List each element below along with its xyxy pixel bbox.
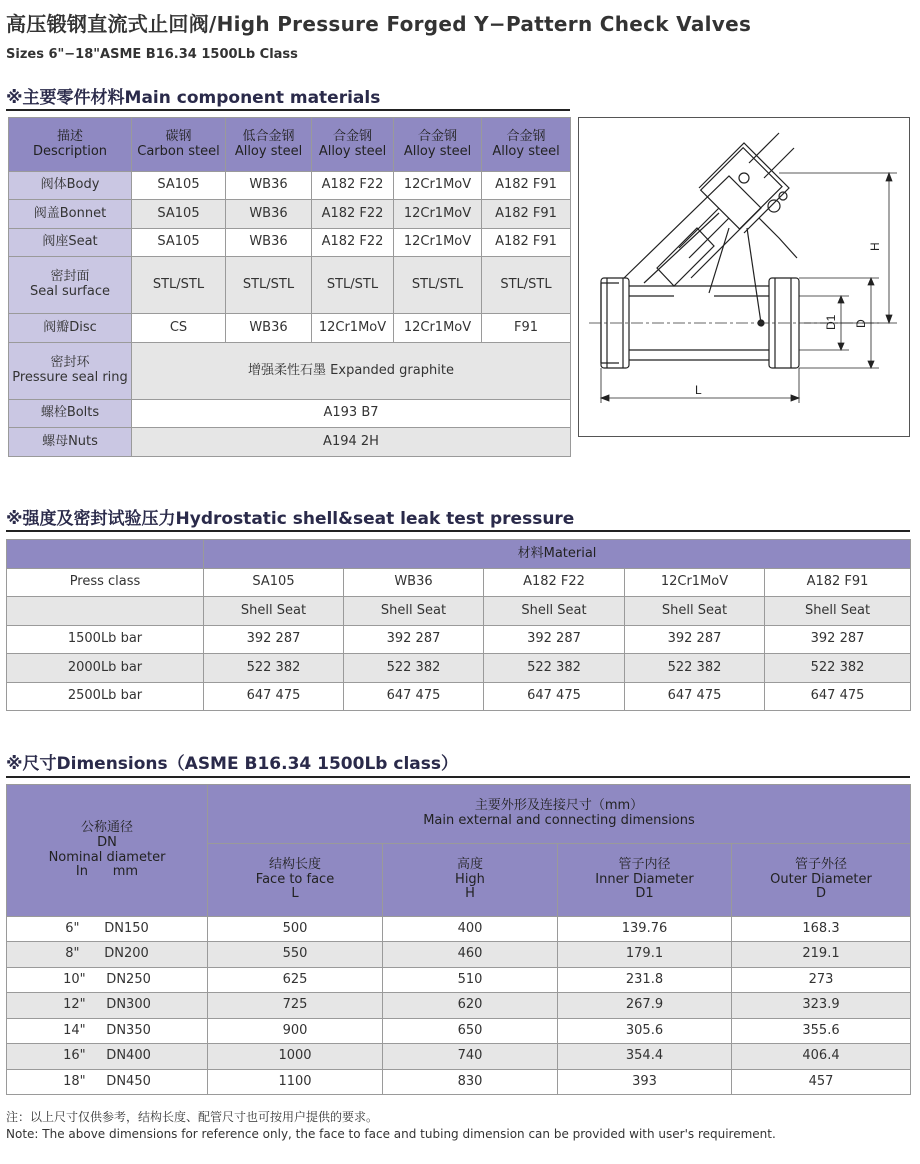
- header-low-alloy-steel: 低合金钢 Alloy steel: [226, 118, 312, 172]
- header-high: 高度 High H: [383, 844, 558, 917]
- header-material: 材料Material: [204, 540, 911, 569]
- row-label: 螺母Nuts: [9, 428, 132, 457]
- materials-table: [8, 117, 571, 457]
- outer-diameter-value: 406.4: [732, 1044, 911, 1070]
- table-cell: 12Cr1MoV: [394, 314, 482, 343]
- pressure-value: 647 475: [484, 683, 625, 711]
- table-cell: SA105: [132, 229, 226, 257]
- table-cell: STL/STL: [394, 257, 482, 314]
- table-cell: A182 F22: [312, 172, 394, 200]
- materials-header-row: [9, 118, 571, 172]
- header-face-to-face: 结构长度 Face to face L: [208, 844, 383, 917]
- outer-diameter-value: 273: [732, 968, 911, 993]
- outer-diameter-value: 355.6: [732, 1019, 911, 1044]
- press-class: 2000Lb bar: [7, 654, 204, 683]
- header-alloy-steel: 合金钢 Alloy steel: [394, 118, 482, 172]
- table-cell: 12Cr1MoV: [394, 200, 482, 229]
- table-cell: F91: [482, 314, 571, 343]
- table-row: [7, 1070, 911, 1095]
- page-title: 高压锻钢直流式止回阀/High Pressure Forged Y−Pattern Check Valves: [6, 12, 752, 36]
- material-name: A182 F91: [765, 569, 911, 597]
- inner-diameter-value: 393: [558, 1070, 732, 1095]
- dimensions-header-row: [7, 785, 911, 844]
- note-chinese: 注：以上尺寸仅供参考，结构长度、配管尺寸也可按用户提供的要求。: [6, 1110, 379, 1124]
- table-row: [9, 172, 571, 200]
- dim-label-h: H: [868, 242, 882, 251]
- table-cell: 12Cr1MoV: [394, 172, 482, 200]
- outer-diameter-value: 323.9: [732, 993, 911, 1019]
- high-value: 510: [383, 968, 558, 993]
- header-description: 描述 Description: [9, 118, 132, 172]
- press-class: 2500Lb bar: [7, 683, 204, 711]
- face-to-face-value: 1100: [208, 1070, 383, 1095]
- face-to-face-value: 550: [208, 942, 383, 968]
- table-cell: WB36: [226, 200, 312, 229]
- row-label: 阀瓣Disc: [9, 314, 132, 343]
- table-cell: WB36: [226, 229, 312, 257]
- outer-diameter-value: 457: [732, 1070, 911, 1095]
- table-cell: A182 F22: [312, 200, 394, 229]
- table-cell: CS: [132, 314, 226, 343]
- material-name: 12Cr1MoV: [625, 569, 765, 597]
- high-value: 400: [383, 917, 558, 942]
- pressure-value: 392 287: [344, 626, 484, 654]
- note-english: Note: The above dimensions for reference only, the face to face and tubing dimension can be provided with user's requirement.: [6, 1127, 776, 1141]
- table-cell: A194 2H: [132, 428, 571, 457]
- pressure-value: 392 287: [625, 626, 765, 654]
- table-cell: A182 F91: [482, 229, 571, 257]
- header-alloy-steel: 合金钢 Alloy steel: [482, 118, 571, 172]
- pressure-heading-rule: [6, 530, 910, 532]
- table-cell: WB36: [226, 172, 312, 200]
- header-main-dimensions: 主要外形及连接尺寸（mm） Main external and connecting dimensions: [208, 785, 911, 844]
- pressure-value: 392 287: [484, 626, 625, 654]
- nominal-size: 16" DN400: [7, 1044, 208, 1070]
- nominal-size: 14" DN350: [7, 1019, 208, 1044]
- pressure-table: [6, 539, 911, 711]
- table-row: [7, 569, 911, 597]
- inner-diameter-value: 354.4: [558, 1044, 732, 1070]
- table-cell: 增强柔性石墨 Expanded graphite: [132, 343, 571, 400]
- high-value: 830: [383, 1070, 558, 1095]
- table-cell: STL/STL: [132, 257, 226, 314]
- nominal-size: 6" DN150: [7, 917, 208, 942]
- row-label: 螺栓Bolts: [9, 400, 132, 428]
- outer-diameter-value: 219.1: [732, 942, 911, 968]
- dimensions-table: [6, 784, 911, 1095]
- shell-seat-label: Shell Seat: [765, 597, 911, 626]
- table-row: [7, 1019, 911, 1044]
- table-row: [7, 917, 911, 942]
- table-row: [7, 942, 911, 968]
- row-label: 阀座Seat: [9, 229, 132, 257]
- material-name: A182 F22: [484, 569, 625, 597]
- outer-diameter-value: 168.3: [732, 917, 911, 942]
- table-row: [7, 626, 911, 654]
- table-row: [9, 200, 571, 229]
- table-cell: STL/STL: [226, 257, 312, 314]
- valve-drawing: [578, 117, 910, 437]
- dim-label-d1: D1: [824, 314, 838, 330]
- high-value: 650: [383, 1019, 558, 1044]
- pressure-value: 522 382: [204, 654, 344, 683]
- table-row: [7, 597, 911, 626]
- pressure-value: 647 475: [204, 683, 344, 711]
- table-row: [9, 314, 571, 343]
- nominal-size: 12" DN300: [7, 993, 208, 1019]
- header-alloy-steel: 合金钢 Alloy steel: [312, 118, 394, 172]
- pressure-header-row: [7, 540, 911, 569]
- pressure-value: 647 475: [625, 683, 765, 711]
- table-cell: SA105: [132, 172, 226, 200]
- table-cell: A193 B7: [132, 400, 571, 428]
- table-row: [9, 257, 571, 314]
- inner-diameter-value: 305.6: [558, 1019, 732, 1044]
- face-to-face-value: 1000: [208, 1044, 383, 1070]
- table-cell: [7, 597, 204, 626]
- shell-seat-label: Shell Seat: [625, 597, 765, 626]
- nominal-size: 8" DN200: [7, 942, 208, 968]
- table-cell: A182 F22: [312, 229, 394, 257]
- inner-diameter-value: 267.9: [558, 993, 732, 1019]
- pressure-value: 647 475: [765, 683, 911, 711]
- dimensions-heading: ※尺寸Dimensions（ASME B16.34 1500Lb class）: [6, 754, 459, 774]
- pressure-value: 522 382: [344, 654, 484, 683]
- material-name: SA105: [204, 569, 344, 597]
- inner-diameter-value: 231.8: [558, 968, 732, 993]
- material-name: WB36: [344, 569, 484, 597]
- table-cell: A182 F91: [482, 200, 571, 229]
- valve-schematic: [579, 118, 909, 436]
- row-label: 密封环 Pressure seal ring: [9, 343, 132, 400]
- page-subtitle: Sizes 6"−18"ASME B16.34 1500Lb Class: [6, 47, 298, 62]
- table-row: [9, 428, 571, 457]
- pressure-heading: ※强度及密封试验压力Hydrostatic shell&seat leak test pressure: [6, 509, 575, 529]
- shell-seat-label: Shell Seat: [204, 597, 344, 626]
- inner-diameter-value: 179.1: [558, 942, 732, 968]
- header-nominal-diameter: 公称通径 DN Nominal diameter In mm: [7, 785, 208, 917]
- row-label: 阀体Body: [9, 172, 132, 200]
- pressure-value: 647 475: [344, 683, 484, 711]
- high-value: 740: [383, 1044, 558, 1070]
- table-row: [9, 229, 571, 257]
- high-value: 620: [383, 993, 558, 1019]
- table-cell: A182 F91: [482, 172, 571, 200]
- table-cell: SA105: [132, 200, 226, 229]
- pressure-value: 392 287: [204, 626, 344, 654]
- row-label: 密封面 Seal surface: [9, 257, 132, 314]
- row-label: 阀盖Bonnet: [9, 200, 132, 229]
- dim-label-d: D: [854, 319, 868, 328]
- high-value: 460: [383, 942, 558, 968]
- table-cell: STL/STL: [482, 257, 571, 314]
- shell-seat-label: Shell Seat: [344, 597, 484, 626]
- table-row: [7, 654, 911, 683]
- nominal-size: 18" DN450: [7, 1070, 208, 1095]
- face-to-face-value: 500: [208, 917, 383, 942]
- pressure-value: 522 382: [625, 654, 765, 683]
- table-row: [9, 343, 571, 400]
- pressure-value: 522 382: [484, 654, 625, 683]
- table-cell: 12Cr1MoV: [394, 229, 482, 257]
- table-cell: WB36: [226, 314, 312, 343]
- table-row: [9, 400, 571, 428]
- face-to-face-value: 725: [208, 993, 383, 1019]
- nominal-size: 10" DN250: [7, 968, 208, 993]
- face-to-face-value: 900: [208, 1019, 383, 1044]
- table-row: [7, 968, 911, 993]
- table-cell: STL/STL: [312, 257, 394, 314]
- shell-seat-label: Shell Seat: [484, 597, 625, 626]
- materials-heading: ※主要零件材料Main component materials: [6, 88, 381, 108]
- press-class: 1500Lb bar: [7, 626, 204, 654]
- pressure-value: 522 382: [765, 654, 911, 683]
- face-to-face-value: 625: [208, 968, 383, 993]
- table-row: [7, 683, 911, 711]
- press-class-label: Press class: [7, 569, 204, 597]
- header-blank: [7, 540, 204, 569]
- table-cell: 12Cr1MoV: [312, 314, 394, 343]
- dimensions-heading-rule: [6, 776, 910, 778]
- table-row: [7, 1044, 911, 1070]
- dim-label-l: L: [695, 383, 702, 397]
- materials-heading-rule: [6, 109, 570, 111]
- header-outer-diameter: 管子外径 Outer Diameter D: [732, 844, 911, 917]
- pressure-value: 392 287: [765, 626, 911, 654]
- table-row: [7, 993, 911, 1019]
- header-carbon-steel: 碳钢 Carbon steel: [132, 118, 226, 172]
- inner-diameter-value: 139.76: [558, 917, 732, 942]
- header-inner-diameter: 管子内径 Inner Diameter D1: [558, 844, 732, 917]
